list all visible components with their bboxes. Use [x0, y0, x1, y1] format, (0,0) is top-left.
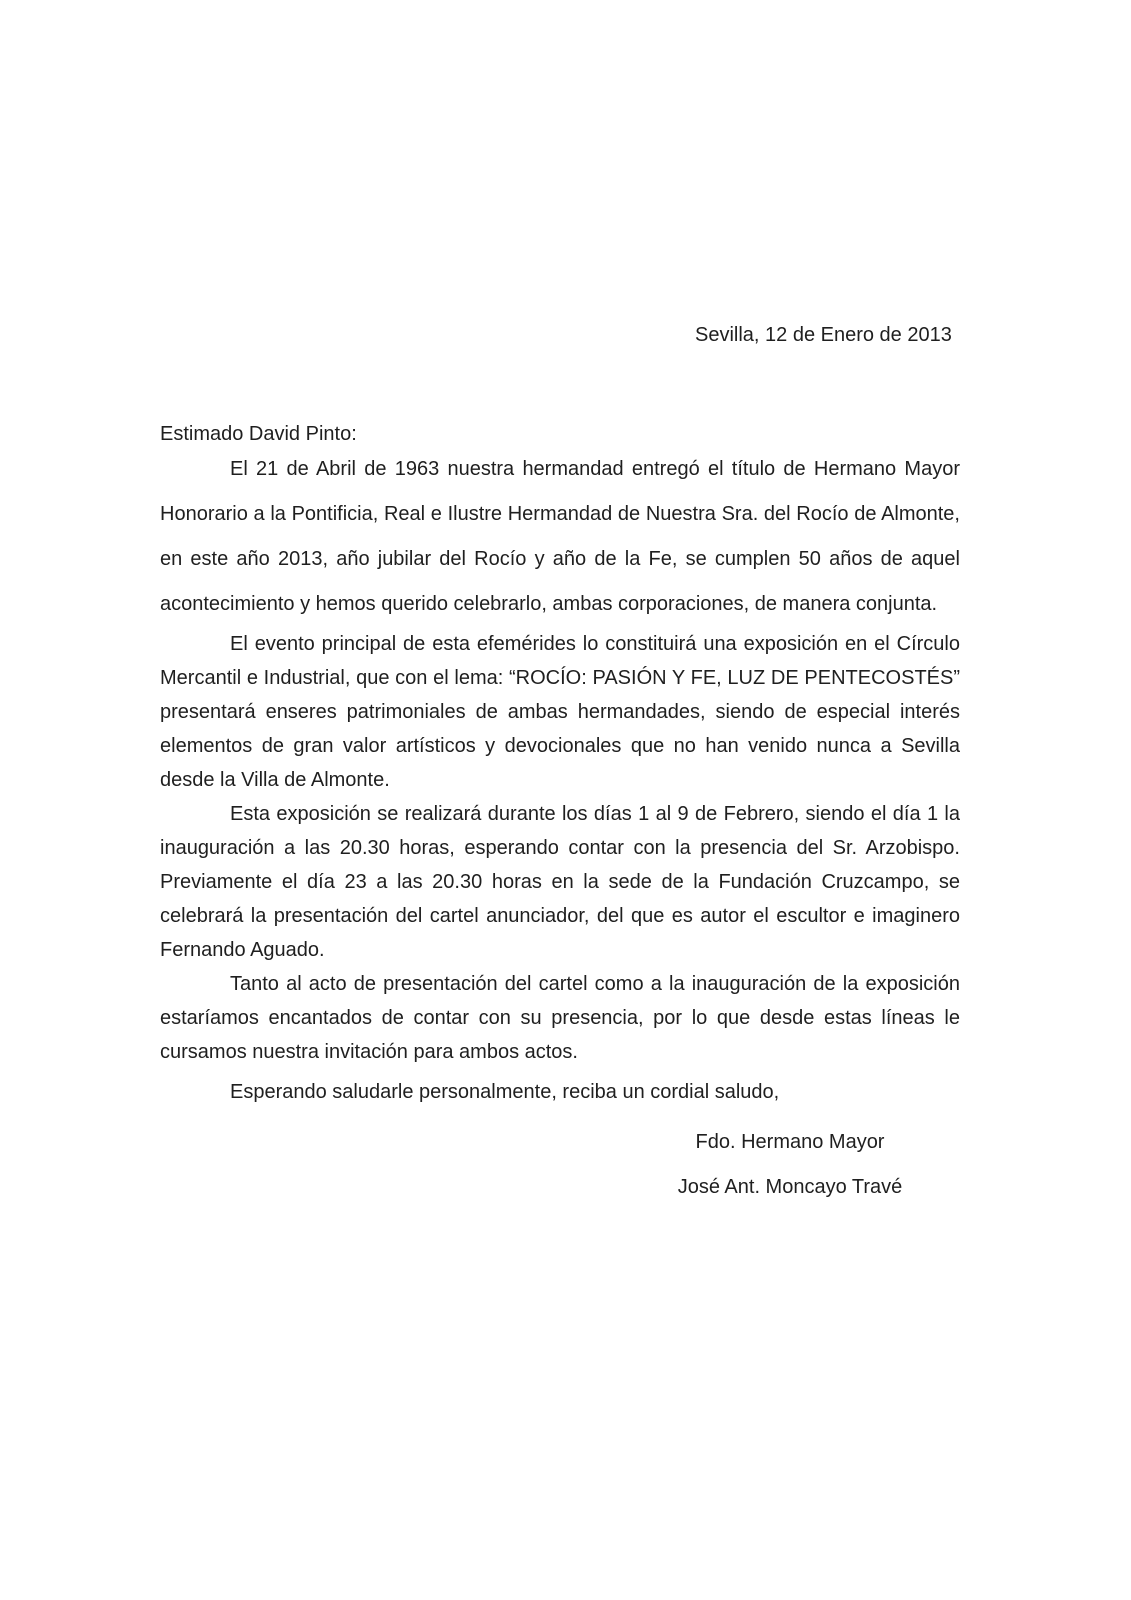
letter-salutation: Estimado David Pinto: — [160, 423, 357, 445]
letter-paragraph-4: Tanto al acto de presentación del cartel como a la inauguración de la exposición estaríamos encantados de contar con su presencia, por lo que desde estas líneas le cursamos nuestra invitación para ambos actos. — [160, 973, 960, 1063]
signature-name: José Ant. Moncayo Travé — [677, 1176, 903, 1198]
letter-date: Sevilla, 12 de Enero de 2013 — [695, 324, 952, 346]
signature-block — [620, 1120, 960, 1210]
letter-paragraph-3: Esta exposición se realizará durante los días 1 al 9 de Febrero, siendo el día 1 la inauguración a las 20.30 horas, esperando contar con la presencia del Sr. Arzobispo. Previamente el día 23 a las 20.30 horas en la sede de la Fundación Cruzcampo, se celebrará la presentación del cartel anunciador, del que es autor el escultor e imaginero Fernando Aguado. — [160, 803, 960, 961]
letter-closing: Esperando saludarle personalmente, reciba un cordial saludo, — [230, 1081, 780, 1103]
letter-paragraph-1: El 21 de Abril de 1963 nuestra hermandad entregó el título de Hermano Mayor Honorario a la Pontificia, Real e Ilustre Hermandad de Nuestra Sra. del Rocío de Almonte, en este año 2013, año jubilar del Rocío y año de la Fe, se cumplen 50 años de aquel acontecimiento y hemos querido celebrarlo, ambas corporaciones, de manera conjunta. — [160, 458, 960, 615]
signature-title: Fdo. Hermano Mayor — [695, 1131, 885, 1153]
letter-paragraph-2: El evento principal de esta efemérides lo constituirá una exposición en el Círculo Mercantil e Industrial, que con el lema: “ROCÍO: PASIÓN Y FE, LUZ DE PENTECOSTÉS” presentará enseres patrimoniales de ambas hermandades, siendo de especial interés elementos de gran valor artísticos y devocionales que no han venido nunca a Sevilla desde la Villa de Almonte. — [160, 633, 960, 791]
